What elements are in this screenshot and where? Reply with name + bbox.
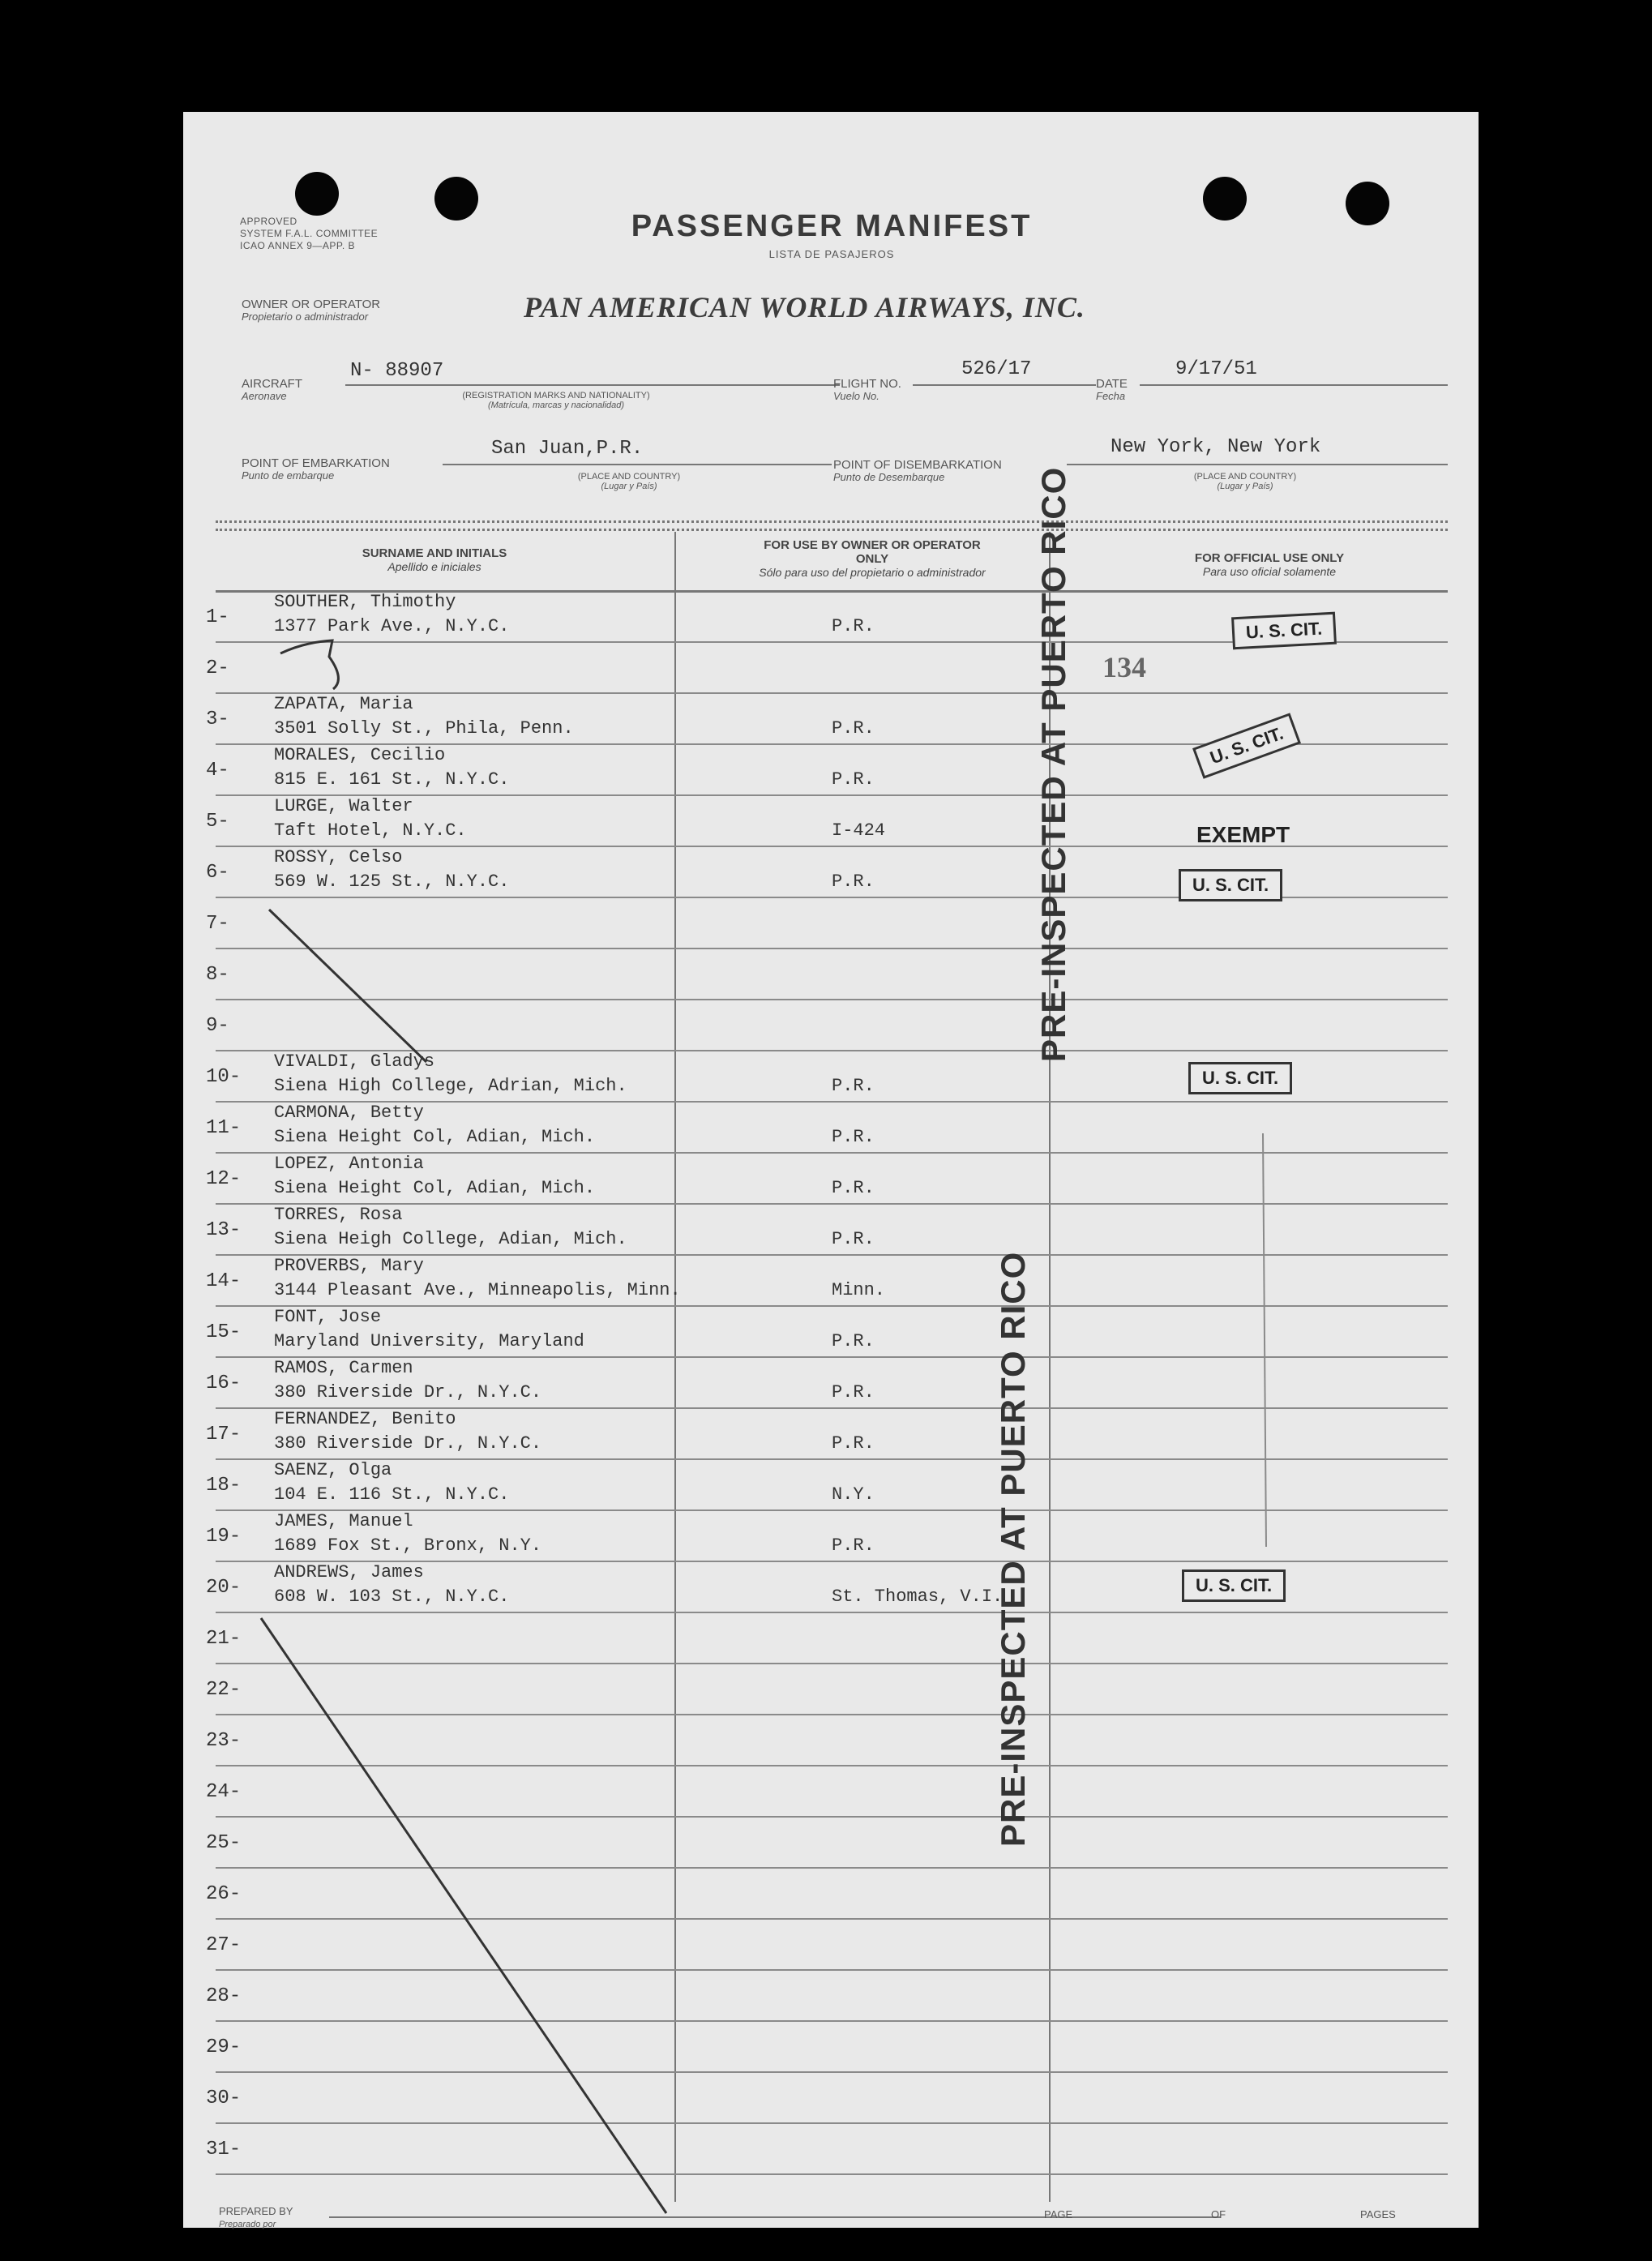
date-label-en: DATE (1096, 377, 1128, 391)
disembarkation-label-en: POINT OF DISEMBARKATION (833, 458, 1002, 472)
embark-place-note-en: (PLACE AND COUNTRY) (577, 472, 681, 482)
row-number: 5- (206, 811, 229, 833)
approval-line: SYSTEM F.A.L. COMMITTEE (240, 228, 379, 239)
owner-use-value: P.R. (832, 1535, 875, 1556)
row-number: 18- (206, 1475, 242, 1497)
passenger-name: FERNANDEZ, Benito (274, 1409, 456, 1429)
passenger-address: 380 Riverside Dr., N.Y.C. (274, 1382, 542, 1402)
passenger-address: 608 W. 103 St., N.Y.C. (274, 1587, 510, 1607)
registration-note-es: (Matrícula, marcas y nacionalidad) (487, 400, 625, 410)
passenger-name: FONT, Jose (274, 1307, 382, 1327)
date-value: 9/17/51 (1175, 358, 1257, 380)
embarkation-value: San Juan,P.R. (491, 438, 644, 460)
owner-use-value: P.R. (832, 1178, 875, 1198)
column-header-surname-es: Apellido e iniciales (387, 560, 481, 573)
owner-use-value: P.R. (832, 1433, 875, 1454)
row-number: 23- (206, 1730, 242, 1752)
embark-place-note-es: (Lugar y País) (601, 482, 657, 491)
aircraft-value: N- 88907 (350, 360, 444, 382)
owner-use-value: N.Y. (832, 1484, 875, 1505)
passenger-name: LURGE, Walter (274, 796, 413, 816)
owner-use-value: P.R. (832, 769, 875, 790)
column-header-owner-use-es: Sólo para uso del propietario o administrador (759, 566, 986, 579)
passenger-address: 1689 Fox St., Bronx, N.Y. (274, 1535, 542, 1556)
prepared-by-en: PREPARED BY (219, 2205, 293, 2217)
passenger-address: 380 Riverside Dr., N.Y.C. (274, 1433, 542, 1454)
us-cit-stamp: U. S. CIT. (1188, 1062, 1292, 1094)
aircraft-label-en: AIRCRAFT (242, 377, 302, 391)
owner-use-value: Minn. (832, 1280, 886, 1300)
preinspected-stamp: PRE-INSPECTED AT PUERTO RICO (994, 1251, 1032, 1847)
check-mark (280, 640, 338, 689)
column-header-official-en: FOR OFFICIAL USE ONLY (1194, 551, 1345, 565)
row-number: 1- (206, 606, 229, 628)
arrow-line (1263, 1133, 1266, 1547)
passenger-name: SAENZ, Olga (274, 1460, 392, 1480)
us-cit-stamp: U. S. CIT. (1182, 1569, 1286, 1602)
row-number: 19- (206, 1526, 242, 1548)
owner-use-value: P.R. (832, 718, 875, 739)
passenger-address: Siena High College, Adrian, Mich. (274, 1076, 627, 1096)
row-number: 31- (206, 2139, 242, 2160)
row-number: 25- (206, 1832, 242, 1854)
owner-use-value: P.R. (832, 1229, 875, 1249)
disembark-place-note-es: (Lugar y País) (1217, 482, 1273, 491)
row-number: 15- (206, 1321, 242, 1343)
row-number: 28- (206, 1985, 242, 2007)
passenger-name: ANDREWS, James (274, 1562, 424, 1582)
flight-no-label-en: FLIGHT NO. (833, 377, 901, 391)
row-number: 20- (206, 1577, 242, 1599)
us-cit-stamp: U. S. CIT. (1192, 713, 1301, 778)
page-subtitle: LISTA DE PASAJEROS (768, 248, 895, 260)
owner-use-value: P.R. (832, 616, 875, 636)
row-number: 4- (206, 760, 229, 782)
flight-no-label-es: Vuelo No. (833, 390, 879, 402)
registration-note-en: (REGISTRATION MARKS AND NATIONALITY) (462, 391, 650, 400)
passenger-name: LOPEZ, Antonia (274, 1154, 424, 1174)
preinspected-stamp: PRE-INSPECTED AT PUERTO RICO (1034, 466, 1072, 1062)
disembarkation-value: New York, New York (1111, 436, 1321, 458)
owner-label-en: OWNER OR OPERATOR (242, 298, 381, 311)
company-name: PAN AMERICAN WORLD AIRWAYS, INC. (524, 291, 1085, 323)
date-label-es: Fecha (1096, 390, 1126, 402)
row-number: 13- (206, 1219, 242, 1241)
prepared-by-line (329, 2216, 1221, 2218)
passenger-name: JAMES, Manuel (274, 1511, 413, 1531)
us-cit-stamp: U. S. CIT. (1231, 612, 1337, 650)
row-number: 29- (206, 2036, 242, 2058)
passenger-name: PROVERBS, Mary (274, 1256, 424, 1276)
passenger-name: TORRES, Rosa (274, 1205, 403, 1225)
row-number: 12- (206, 1168, 242, 1190)
owner-use-value: St. Thomas, V.I. (832, 1587, 1004, 1607)
row-number: 17- (206, 1424, 242, 1445)
passenger-address: Taft Hotel, N.Y.C. (274, 820, 467, 841)
page-title: PASSENGER MANIFEST (631, 209, 1033, 243)
owner-label-es: Propietario o administrador (242, 310, 369, 323)
passenger-name: ROSSY, Celso (274, 847, 403, 867)
embarkation-label-es: Punto de embarque (242, 469, 335, 482)
approval-line: APPROVED (240, 216, 297, 227)
passenger-address: Maryland University, Maryland (274, 1331, 584, 1351)
disembarkation-label-es: Punto de Desembarque (833, 471, 945, 483)
owner-use-value: P.R. (832, 1382, 875, 1402)
passenger-name: MORALES, Cecilio (274, 745, 446, 765)
exempt-stamp: EXEMPT (1196, 822, 1290, 847)
prepared-by-label (219, 2205, 293, 2229)
passenger-address: Siena Height Col, Adian, Mich. (274, 1178, 596, 1198)
row-number: 30- (206, 2088, 242, 2109)
row-number: 24- (206, 1781, 242, 1803)
owner-use-value: P.R. (832, 871, 875, 892)
strike-line (269, 910, 426, 1062)
column-header-owner-use-en: FOR USE BY OWNER OR OPERATOR ONLY (764, 538, 981, 566)
column-header-surname-en: SURNAME AND INITIALS (362, 546, 507, 560)
passenger-address: 3501 Solly St., Phila, Penn. (274, 718, 574, 739)
disembark-place-note-en: (PLACE AND COUNTRY) (1193, 472, 1297, 482)
approval-line: ICAO ANNEX 9—APP. B (240, 240, 355, 251)
passenger-name: ZAPATA, Maria (274, 694, 413, 714)
passenger-name: RAMOS, Carmen (274, 1358, 413, 1378)
passenger-address: 1377 Park Ave., N.Y.C. (274, 616, 510, 636)
row-number: 21- (206, 1628, 242, 1650)
aircraft-label-es: Aeronave (242, 390, 287, 402)
row-number: 7- (206, 913, 229, 935)
of-label: OF (1211, 2208, 1226, 2220)
prepared-by-es: Preparado por (219, 2220, 276, 2229)
manifest-sheet (183, 112, 1479, 2228)
passenger-address: 569 W. 125 St., N.Y.C. (274, 871, 510, 892)
row-number: 16- (206, 1372, 242, 1394)
passenger-address: 815 E. 161 St., N.Y.C. (274, 769, 510, 790)
row-number: 10- (206, 1066, 242, 1088)
owner-use-value: P.R. (832, 1127, 875, 1147)
row-number: 9- (206, 1015, 229, 1037)
row-number: 2- (206, 657, 229, 679)
passenger-address: 3144 Pleasant Ave., Minneapolis, Minn. (274, 1280, 681, 1300)
passenger-address: Siena Height Col, Adian, Mich. (274, 1127, 596, 1147)
owner-use-value: P.R. (832, 1331, 875, 1351)
owner-use-value: I-424 (832, 820, 886, 841)
count-stamp: 134 (1102, 651, 1146, 683)
us-cit-stamp: U. S. CIT. (1179, 869, 1282, 901)
strike-line (261, 1618, 666, 2213)
passenger-name: VIVALDI, Gladys (274, 1051, 435, 1072)
page-label: PAGE (1044, 2208, 1073, 2220)
row-number: 26- (206, 1883, 242, 1905)
row-number: 27- (206, 1934, 242, 1956)
row-number: 3- (206, 709, 229, 730)
passenger-address: Siena Heigh College, Adian, Mich. (274, 1229, 627, 1249)
row-number: 14- (206, 1270, 242, 1292)
column-header-official-es: Para uso oficial solamente (1202, 565, 1337, 578)
row-number: 11- (206, 1117, 242, 1139)
pages-label: PAGES (1360, 2208, 1396, 2220)
owner-use-value: P.R. (832, 1076, 875, 1096)
passenger-name: SOUTHER, Thimothy (274, 592, 456, 612)
row-number: 6- (206, 862, 229, 884)
row-number: 22- (206, 1679, 242, 1701)
flight-no-value: 526/17 (961, 358, 1032, 380)
embarkation-label-en: POINT OF EMBARKATION (242, 456, 390, 470)
passenger-name: CARMONA, Betty (274, 1103, 424, 1123)
row-number: 8- (206, 964, 229, 986)
strike-marks (183, 112, 1479, 2228)
passenger-address: 104 E. 116 St., N.Y.C. (274, 1484, 510, 1505)
